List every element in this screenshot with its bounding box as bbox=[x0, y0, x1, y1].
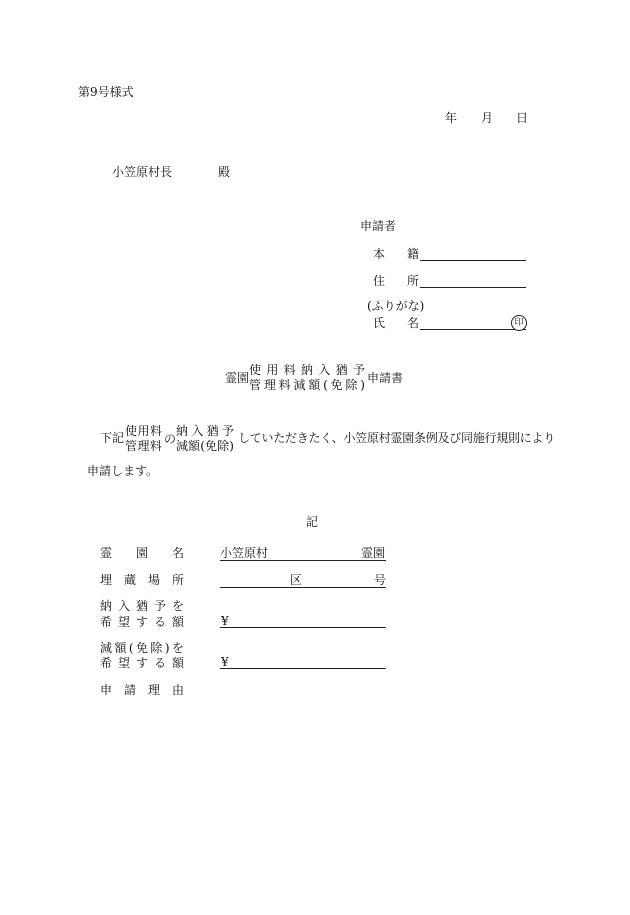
title-lower-option: 管理料減額(免除) bbox=[249, 378, 365, 392]
date-year: 年 bbox=[445, 111, 458, 125]
title-prefix: 霊園 bbox=[225, 371, 250, 385]
reason-label: 申請理由 bbox=[100, 683, 184, 697]
burial-place-blank-line bbox=[220, 587, 386, 588]
address-blank-line bbox=[420, 287, 526, 288]
deferral-label-line1: 納入猶予を bbox=[100, 599, 184, 613]
body-fee-upper: 使用料 bbox=[125, 424, 162, 438]
reduction-currency: ¥ bbox=[221, 655, 229, 669]
cemetery-name-label: 霊園名 bbox=[100, 546, 184, 560]
address-label: 住所 bbox=[373, 274, 419, 288]
ki-heading: 記 bbox=[306, 515, 319, 529]
applicant-heading: 申請者 bbox=[360, 219, 397, 233]
body-action-upper: 納入猶予 bbox=[176, 424, 234, 438]
body-fee-lower: 管理料 bbox=[125, 439, 162, 453]
cemetery-suffix: 霊園 bbox=[361, 546, 386, 560]
reduction-label-line1: 減額(免除)を bbox=[100, 641, 184, 655]
addressee-honorific: 殿 bbox=[218, 165, 231, 179]
body-particle: の bbox=[164, 432, 177, 446]
body-closing: 申請します。 bbox=[87, 464, 159, 478]
title-suffix: 申請書 bbox=[367, 371, 404, 385]
name-blank-line bbox=[420, 329, 526, 330]
name-label: 氏名 bbox=[373, 316, 419, 330]
title-upper-option: 使用料納入猶予 bbox=[249, 363, 365, 377]
burial-place-ward: 区 bbox=[290, 573, 303, 587]
furigana-label: (ふりがな) bbox=[367, 299, 425, 313]
deferral-currency: ¥ bbox=[221, 614, 229, 628]
domicile-blank-line bbox=[420, 260, 526, 261]
body-lead: 下記 bbox=[100, 431, 125, 445]
deferral-amount-blank-line bbox=[220, 627, 386, 628]
burial-place-number: 号 bbox=[374, 573, 387, 587]
form-number: 第9号様式 bbox=[78, 85, 134, 99]
body-action-lower: 減額(免除) bbox=[176, 439, 234, 453]
deferral-label-line2: 希望する額 bbox=[100, 615, 184, 629]
burial-place-label: 埋蔵場所 bbox=[100, 573, 184, 587]
reduction-amount-blank-line bbox=[220, 668, 386, 669]
date-month: 月 bbox=[481, 111, 494, 125]
cemetery-blank-line bbox=[220, 560, 386, 561]
date-day: 日 bbox=[516, 111, 529, 125]
cemetery-prefix: 小笠原村 bbox=[220, 546, 269, 560]
body-rest: していただきたく、小笠原村霊園条例及び同施行規則により bbox=[238, 431, 556, 445]
reduction-label-line2: 希望する額 bbox=[100, 656, 184, 670]
domicile-label: 本籍 bbox=[373, 247, 419, 261]
addressee-name: 小笠原村長 bbox=[112, 165, 173, 179]
seal-mark-icon: 印 bbox=[511, 315, 527, 331]
